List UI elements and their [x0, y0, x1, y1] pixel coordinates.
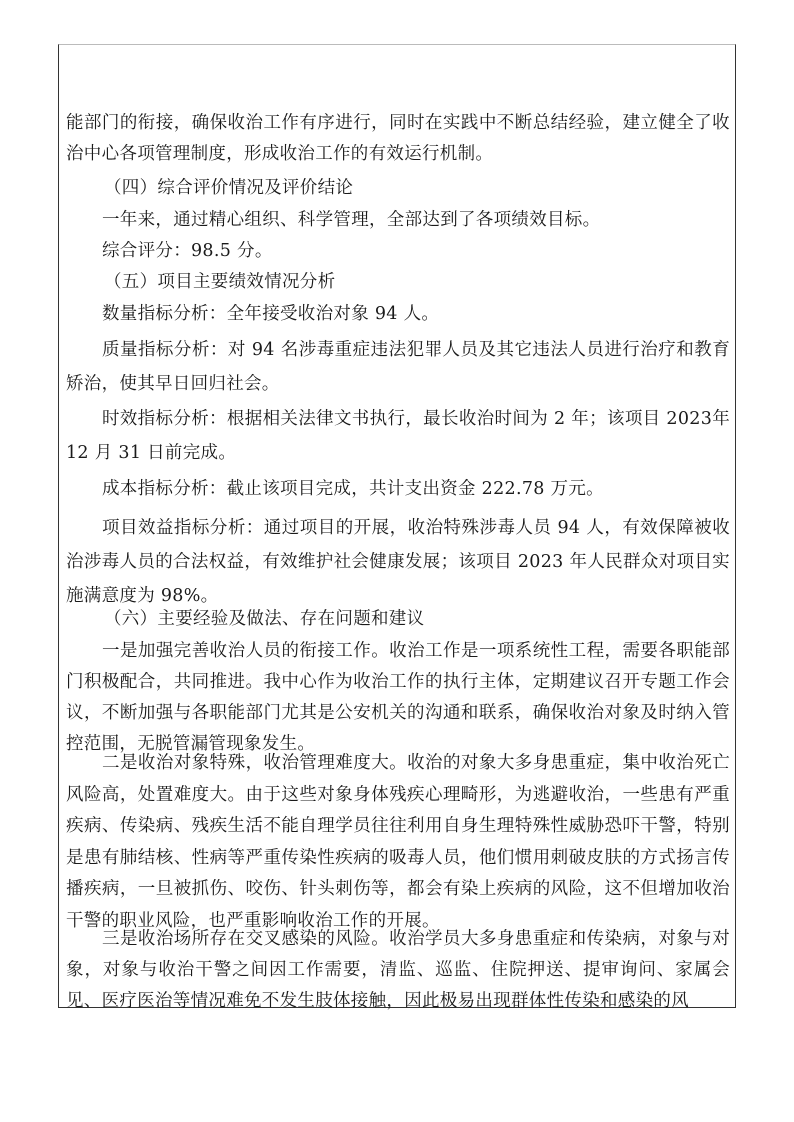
section-heading-6: （六）主要经验及做法、存在问题和建议	[104, 609, 425, 629]
paragraph: 一年来，通过精心组织、科学管理，全部达到了各项绩效目标。	[102, 210, 601, 230]
paragraph: 时效指标分析：根据相关法律文书执行，最长收治时间为 2 年；该项目 2023年 12 月 31 日前完成。	[66, 409, 730, 463]
paragraph: 成本指标分析：截止该项目完成，共计支出资金 222.78 万元。	[102, 479, 604, 499]
paragraph: 三是收治场所存在交叉感染的风险。收治学员大多身患重症和传染病，对象与对象，对象与收治干警之间因工作需要，清监、巡监、住院押送、提审询问、家属会见、医疗医治等情况难免不发生肢体接触，因此极易出现群体性传染和感染的风	[66, 929, 730, 1011]
paragraph: 综合评分：98.5 分。	[102, 241, 273, 261]
paragraph: 一是加强完善收治人员的衔接工作。收治工作是一项系统性工程，需要各职能部门积极配合，共同推进。我中心作为收治工作的执行主体，定期建议召开专题工作会议，不断加强与各职能部门尤其是公安机关的沟通和联系，确保收治对象及时纳入管控范围，无脱管漏管现象发生。	[66, 641, 730, 754]
section-heading-4: （四）综合评价情况及评价结论	[104, 178, 354, 198]
section-heading-5: （五）项目主要绩效情况分析	[104, 272, 336, 292]
paragraph: 项目效益指标分析：通过项目的开展，收治特殊涉毒人员 94 人，有效保障被收治涉毒人员的合法权益，有效维护社会健康发展；该项目 2023 年人民群众对项目实施满意度为 98%。	[66, 518, 730, 606]
paragraph: 数量指标分析：全年接受收治对象 94 人。	[102, 304, 440, 324]
paragraph: 质量指标分析：对 94 名涉毒重症违法犯罪人员及其它违法人员进行治疗和教育矫治，使其早日回归社会。	[66, 340, 730, 394]
paragraph-continuation: 能部门的衔接，确保收治工作有序进行，同时在实践中不断总结经验，建立健全了收治中心各项管理制度，形成收治工作的有效运行机制。	[66, 113, 730, 164]
paragraph: 二是收治对象特殊，收治管理难度大。收治的对象大多身患重症，集中收治死亡风险高，处置难度大。由于这些对象身体残疾心理畸形，为逃避收治，一些患有严重疾病、传染病、残疾生活不能自理学员往往利用自身生理特殊性威胁恐吓干警，特别是患有肺结核、性病等严重传染性疾病的吸毒人员，他们惯用刺破皮肤的方式扬言传播疾病，一旦被抓伤、咬伤、针头刺伤等，都会有染上疾病的风险，这不但增加收治干警的职业风险，也严重影响收治工作的开展。	[66, 753, 730, 931]
